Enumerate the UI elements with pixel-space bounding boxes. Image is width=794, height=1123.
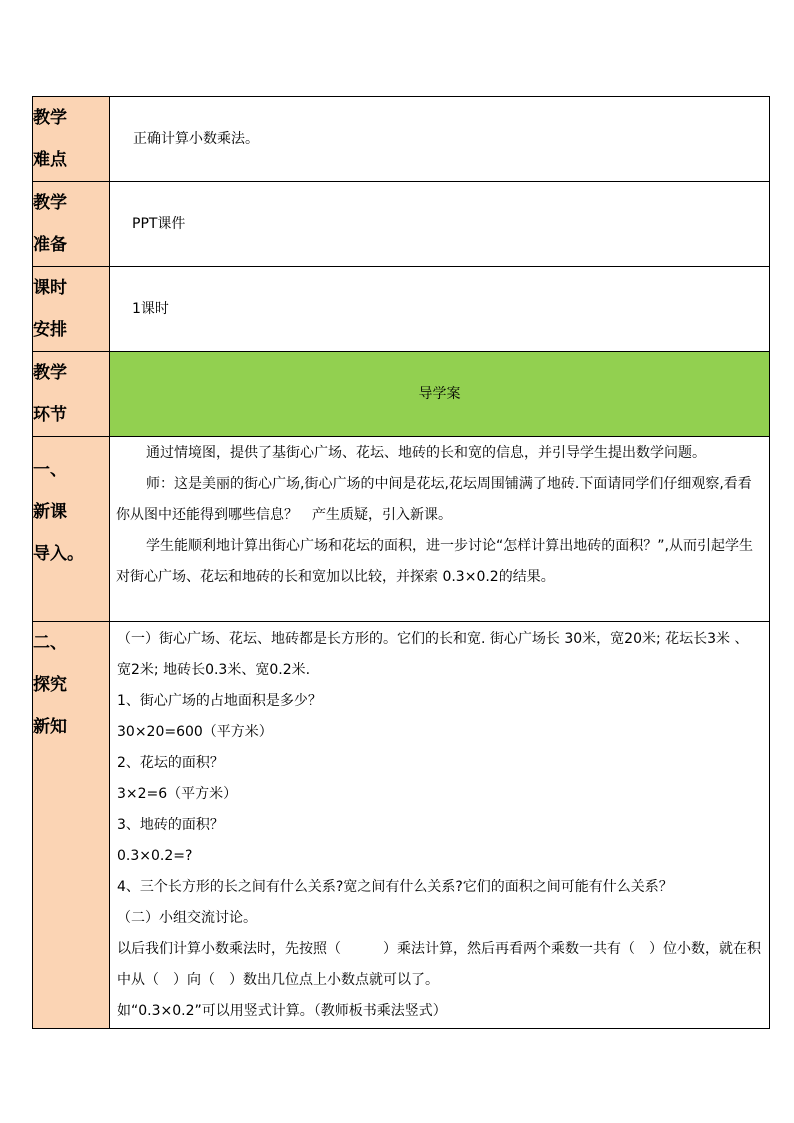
content-line: （一）街心广场、花坛、地砖都是长方形的。它们的长和宽. 街心广场长 30米，宽20米; 花坛长3米 、宽2米; 地砖长0.3米、宽0.2米. (117, 631, 749, 678)
label-line: 新课 (33, 502, 67, 522)
content-line: 3、地砖的面积？ (117, 817, 224, 833)
row-label (33, 97, 110, 182)
section2-content (110, 622, 770, 1029)
label-line: 二、 (33, 633, 67, 653)
preparation-text: PPT课件 (132, 216, 186, 232)
label-line: 安排 (33, 320, 67, 340)
content-line: 3×2=6（平方米） (117, 786, 238, 802)
table-row (33, 622, 770, 1029)
table-row (33, 97, 770, 182)
label-line: 教学 (33, 363, 67, 383)
schedule-text: 1课时 (132, 301, 169, 317)
label-line: 导入。 (33, 544, 84, 564)
table-row (33, 437, 770, 622)
section1-content (110, 437, 770, 622)
content-line: 1、街心广场的占地面积是多少？ (117, 693, 322, 709)
label-line: 教学 (33, 193, 67, 213)
label-line: 准备 (33, 235, 67, 255)
paragraph: 通过情境图，提供了基街心广场、花坛、地砖的长和宽的信息，并引导学生提出数学问题。 (146, 445, 706, 461)
content-line: 如“0.3×0.2”可以用竖式计算。（教师板书乘法竖式） (117, 1003, 447, 1019)
content-line: 0.3×0.2=? (117, 848, 193, 864)
row-label (33, 267, 110, 352)
label-line: 课时 (33, 278, 67, 298)
row-content (110, 267, 770, 352)
content-line: 以后我们计算小数乘法时，先按照（ ）乘法计算，然后再看两个乘数一共有（ ）位小数，就在积中从（ ）向（ ）数出几位点上小数点就可以了。 (117, 941, 761, 988)
content-line: 2、花坛的面积？ (117, 755, 224, 771)
row-content (110, 182, 770, 267)
content-line: （二）小组交流讨论。 (117, 910, 257, 926)
label-line: 探究 (33, 675, 67, 695)
table-row (33, 352, 770, 437)
guide-header-cell: 导学案 (110, 352, 770, 437)
label-line: 新知 (33, 717, 67, 737)
row-label (33, 622, 110, 1029)
content-line: 30×20=600（平方米） (117, 724, 273, 740)
paragraph: 师：这是美丽的街心广场,街心广场的中间是花坛,花坛周围铺满了地砖.下面请同学们仔细观察,看看你从图中还能得到哪些信息？ 产生质疑，引入新课。 (116, 476, 752, 523)
row-label (33, 352, 110, 437)
label-line: 难点 (33, 150, 67, 170)
table-row (33, 182, 770, 267)
row-label (33, 182, 110, 267)
difficulty-text: 正确计算小数乘法。 (133, 131, 259, 147)
label-line: 教学 (33, 108, 67, 128)
table-row (33, 267, 770, 352)
row-label (33, 437, 110, 622)
lesson-plan-table (32, 96, 770, 1029)
label-line: 环节 (33, 405, 67, 425)
content-line: 4、三个长方形的长之间有什么关系?宽之间有什么关系?它们的面积之间可能有什么关系？ (117, 879, 673, 895)
label-line: 一、 (33, 460, 67, 480)
paragraph: 学生能顺利地计算出街心广场和花坛的面积，进一步讨论“怎样计算出地砖的面积？”,从而引起学生对街心广场、花坛和地砖的长和宽加以比较，并探索 0.3×0.2的结果。 (116, 538, 753, 585)
row-content (110, 97, 770, 182)
